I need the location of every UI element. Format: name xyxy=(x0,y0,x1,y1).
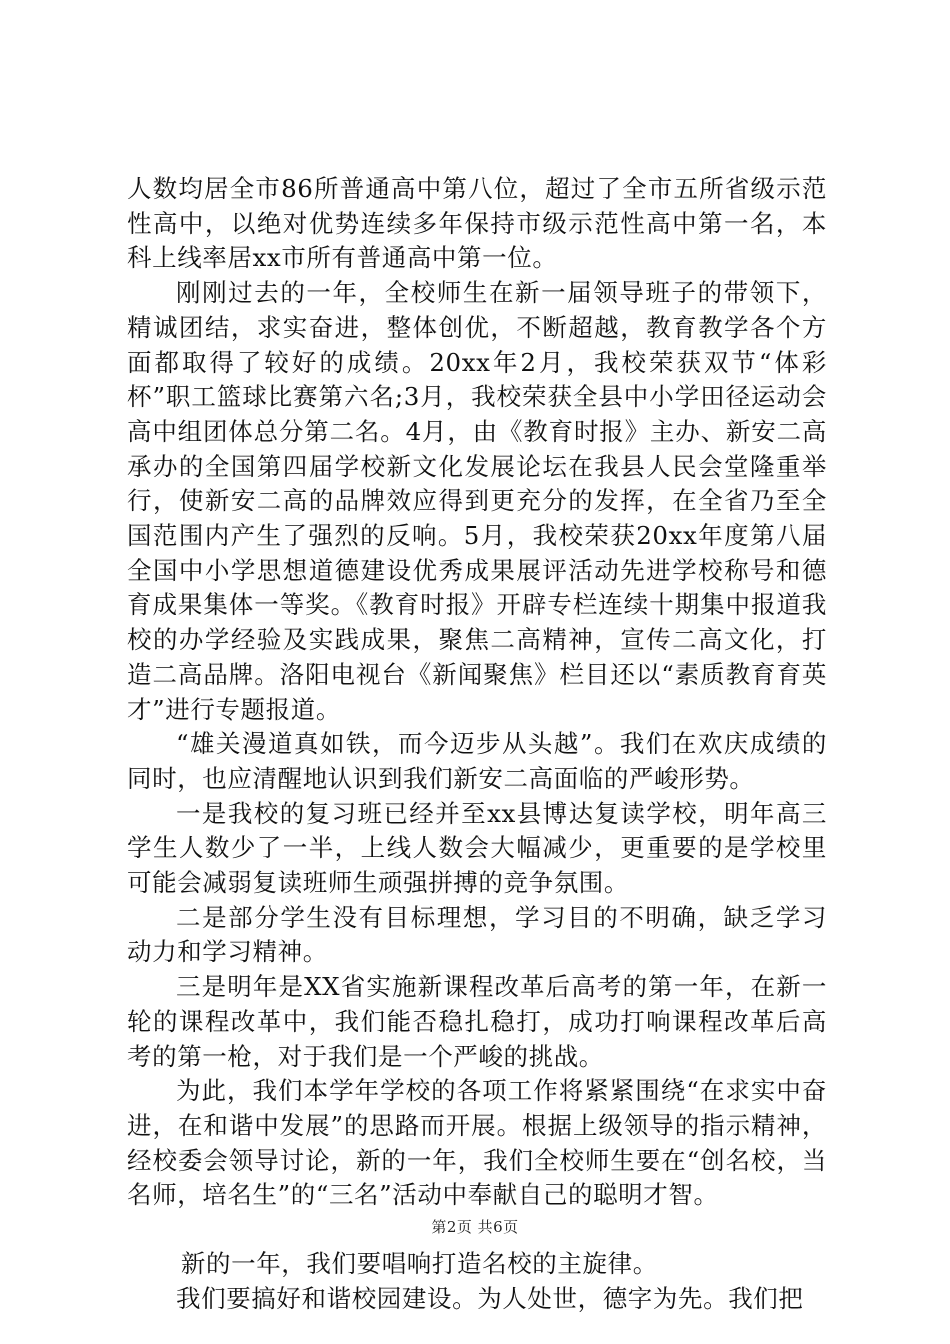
paragraph-challenges-intro: “雄关漫道真如铁，而今迈步从头越”。我们在欢庆成绩的同时，也应清醒地认识到我们新安二高面临的严峻形势。 xyxy=(127,729,827,793)
document-body xyxy=(127,172,827,1317)
page-number-footer: 第2页 共6页 xyxy=(431,1218,519,1236)
paragraph-challenge-two: 二是部分学生没有目标理想，学习目的不明确，缺乏学习动力和学习精神。 xyxy=(127,902,827,967)
paragraph-harmonious-campus: 我们要搞好和谐校园建设。为人处世，德字为先。我们把 xyxy=(176,1283,804,1313)
paragraph-challenge-one: 一是我校的复习班已经并至xx县博达复读学校，明年高三学生人数少了一半，上线人数会大幅减少，更重要的是学校里可能会减弱复读班师生顽强拼搏的竞争氛围。 xyxy=(127,798,827,898)
paragraph-school-ranking: 人数均居全市86所普通高中第八位，超过了全市五所省级示范性高中，以绝对优势连续多年保持市级示范性高中第一名，本科上线率居xx市所有普通高中第一位。 xyxy=(127,174,827,273)
paragraph-new-year-theme: 新的一年，我们要唱响打造名校的主旋律。 xyxy=(180,1249,658,1279)
paragraph-work-plan: 为此，我们本学年学校的各项工作将紧紧围绕“在求实中奋进，在和谐中发展”的思路而开展。根据上级领导的指示精神，经校委会领导讨论，新的一年，我们全校师生要在“创名校，当名师，培名生”的“三名”活动中奉献自己的聪明才智。 xyxy=(127,1076,827,1210)
paragraph-challenge-three: 三是明年是XX省实施新课程改革后高考的第一年，在新一轮的课程改革中，我们能否稳扎稳打，成功打响课程改革后高考的第一枪，对于我们是一个严峻的挑战。 xyxy=(127,972,827,1071)
paragraph-past-year-achievements: 刚刚过去的一年，全校师生在新一届领导班子的带领下，精诚团结，求实奋进，整体创优，不断超越，教育教学各个方面都取得了较好的成绩。20xx年2月，我校荣获双节“体彩杯”职工篮球比赛第六名;3月，我校荣获全县中小学田径运动会高中组团体总分第二名。4月，由《教育时报》主办、新安二高承办的全国第四届学校新文化发展论坛在我县人民会堂隆重举行，使新安二高的品牌效应得到更充分的发挥，在全省乃至全国范围内产生了强烈的反响。5月，我校荣获20xx年度第八届全国中小学思想道德建设优秀成果展评活动先进学校称号和德育成果集体一等奖。《教育时报》开辟专栏连续十期集中报道我校的办学经验及实践成果，聚焦二高精神，宣传二高文化，打造二高品牌。洛阳电视台《新闻聚焦》栏目还以“素质教育育英才”进行专题报道。 xyxy=(127,278,827,724)
